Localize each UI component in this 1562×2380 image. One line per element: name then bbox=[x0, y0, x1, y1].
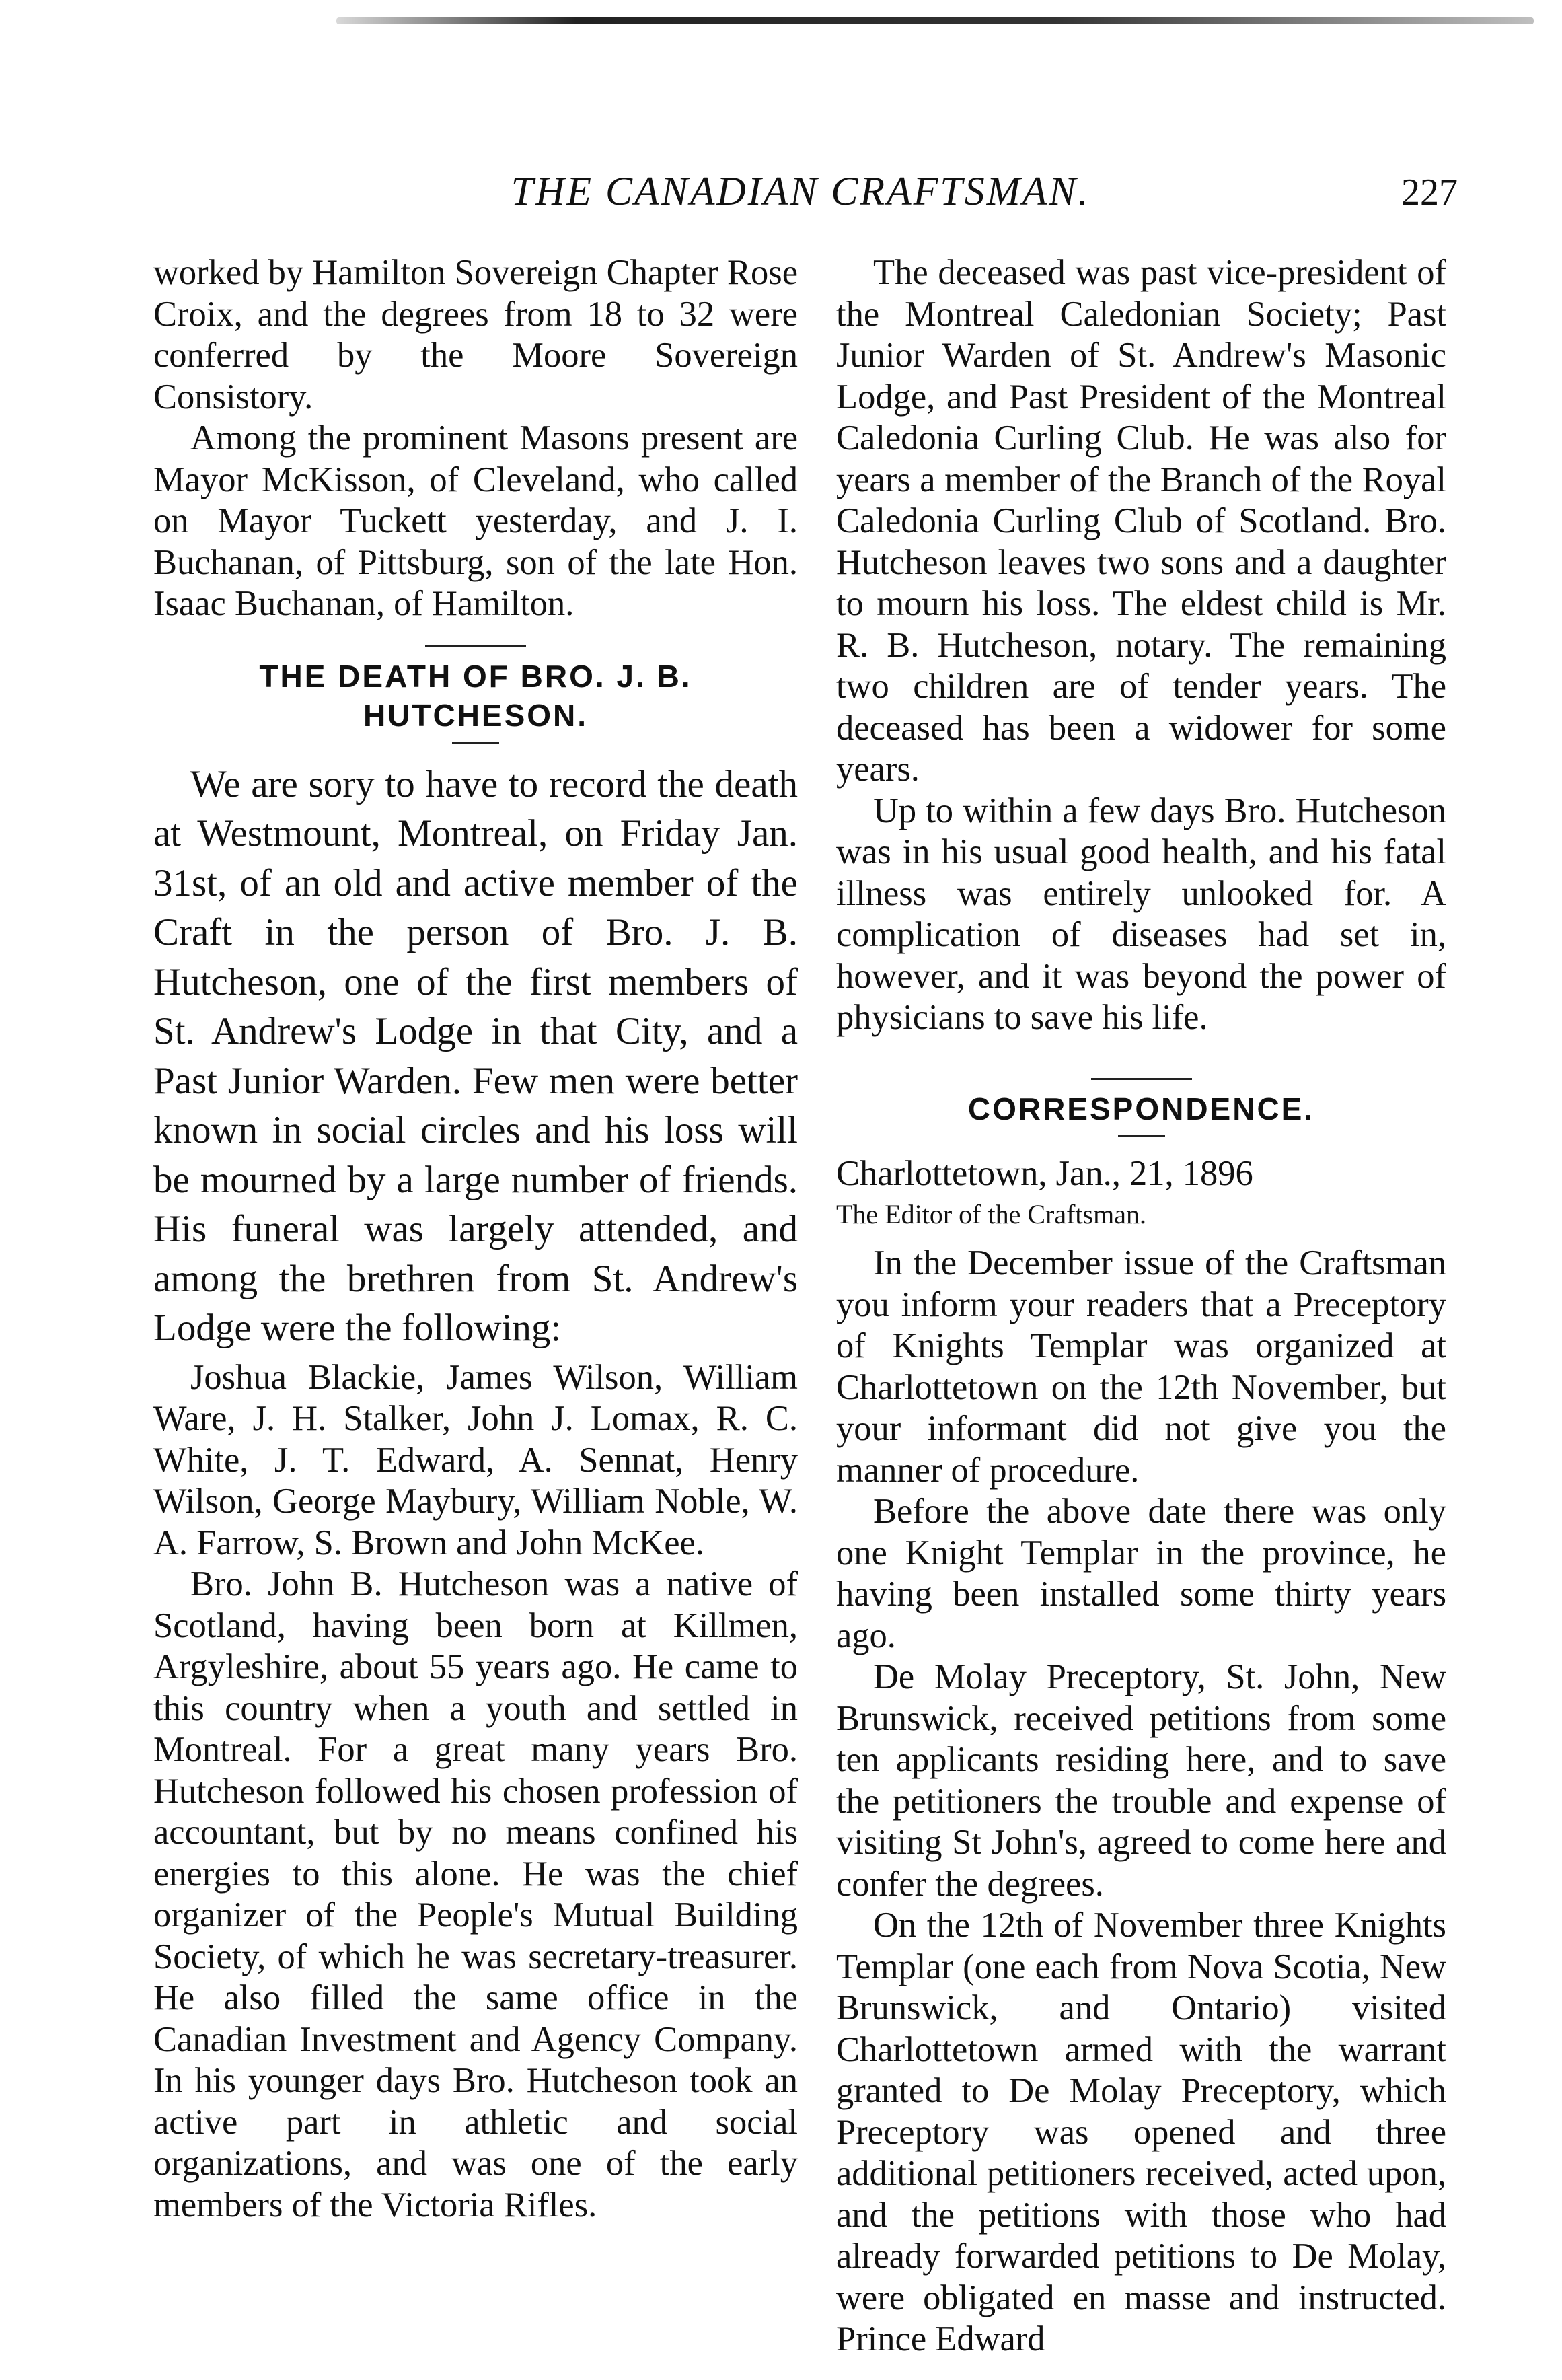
letter-salutation: The Editor of the Craftsman. bbox=[836, 1199, 1146, 1229]
right-paragraph-2: Up to within a few days Bro. Hutcheson was in his usual good health, and his fatal illness was entirely unlooked for. A complication of diseases had set in, however, and it was beyond the power of physicians to save his life. bbox=[836, 791, 1446, 1037]
heading-divider bbox=[452, 742, 499, 744]
section-divider bbox=[425, 645, 526, 647]
left-paragraph-2: Among the prominent Masons present are Mayor McKisson, of Cleveland, who called on Mayor Tuckett yesterday, and J. I. Buchanan, of Pittsburg, son of the late Hon. Isaac Buchanan, of Hamilton. bbox=[153, 419, 798, 623]
left-paragraph-1: worked by Hamilton Sovereign Chapter Rose Croix, and the degrees from 18 to 32 were conferred by the Moore Sovereign Consistory. bbox=[153, 253, 798, 417]
right-column bbox=[836, 252, 1446, 2360]
heading-divider bbox=[1118, 1135, 1165, 1137]
death-paragraph-2: Bro. John B. Hutcheson was a native of Scotland, having been born at Killmen, Argyleshire, about 55 years ago. He came to this country when a youth and settled in Montreal. For a great many years Bro. Hutcheson followed his chosen profession of accountant, but by no means confined his energies to this alone. He was the chief organizer of the People's Mutual Building Society, of which he was secretary-treasurer. He also filled the same office in the Canadian Investment and Agency Company. In his younger days Bro. Hutcheson took an active part in athletic and social organizations, and was one of the early members of the Victoria Rifles. bbox=[153, 1564, 798, 2225]
correspondence-paragraph-2: Before the above date there was only one Knight Templar in the province, he having been installed some thirty years ago. bbox=[836, 1492, 1446, 1655]
death-names-list: Joshua Blackie, James Wilson, William Ware, J. H. Stalker, John J. Lomax, R. C. White, J. T. Edward, A. Sennat, Henry Wilson, George Maybury, William Noble, W. A. Farrow, S. Brown and John McKee. bbox=[153, 1357, 798, 1562]
right-paragraph-1: The deceased was past vice-president of the Montreal Caledonian Society; Past Junior Warden of St. Andrew's Masonic Lodge, and Past President of the Montreal Caledonia Curling Club. He was also for years a member of the Branch of the Royal Caledonia Curling Club of Scotland. Bro. Hutcheson leaves two sons and a daughter to mourn his loss. The eldest child is Mr. R. B. Hutcheson, notary. The remaining two children are of tender years. The deceased has been a widower for some years. bbox=[836, 253, 1446, 789]
page-number: 227 bbox=[1401, 172, 1458, 213]
correspondence-paragraph-4: On the 12th of November three Knights Templar (one each from Nova Scotia, New Brunswick, and Ontario) visited Charlottetown armed with the warrant granted to De Molay Preceptory, which Preceptory was opened and three additional petitioners received, acted upon, and the petitions with those who had already forwarded petitions to De Molay, were obligated en masse and instructed. Prince Edward bbox=[836, 1906, 1446, 2358]
correspondence-heading: CORRESPONDENCE. bbox=[967, 1091, 1315, 1126]
left-column bbox=[153, 252, 798, 2226]
correspondence-paragraph-1: In the December issue of the Craftsman you inform your readers that a Preceptory of Knights Templar was organized at Charlottetown on the 12th November, but your informant did not give you the manner of procedure. bbox=[836, 1243, 1446, 1490]
running-title: THE CANADIAN CRAFTSMAN. bbox=[511, 169, 1090, 213]
death-notice-body bbox=[153, 760, 798, 1353]
page-header bbox=[0, 168, 1562, 222]
section-divider bbox=[1091, 1078, 1192, 1080]
death-paragraph-1: We are sory to have to record the death at Westmount, Montreal, on Friday Jan. 31st, of an old and active member of the Craft in the person of Bro. J. B. Hutcheson, one of the first members of St. Andrew's Lodge in that City, and a Past Junior Warden. Few men were better known in social circles and his loss will be mourned by a large number of friends. His funeral was largely attended, and among the brethren from St. Andrew's Lodge were the following: bbox=[153, 762, 798, 1349]
letter-dateline: Charlottetown, Jan., 21, 1896 bbox=[836, 1153, 1253, 1193]
death-notice-heading: THE DEATH OF BRO. J. B. HUTCHESON. bbox=[259, 658, 692, 733]
top-border-rule bbox=[336, 17, 1534, 24]
correspondence-paragraph-3: De Molay Preceptory, St. John, New Brunswick, received petitions from some ten applicants residing here, and to save the petitioners the trouble and expense of visiting St John's, agreed to come here and confer the degrees. bbox=[836, 1657, 1446, 1904]
